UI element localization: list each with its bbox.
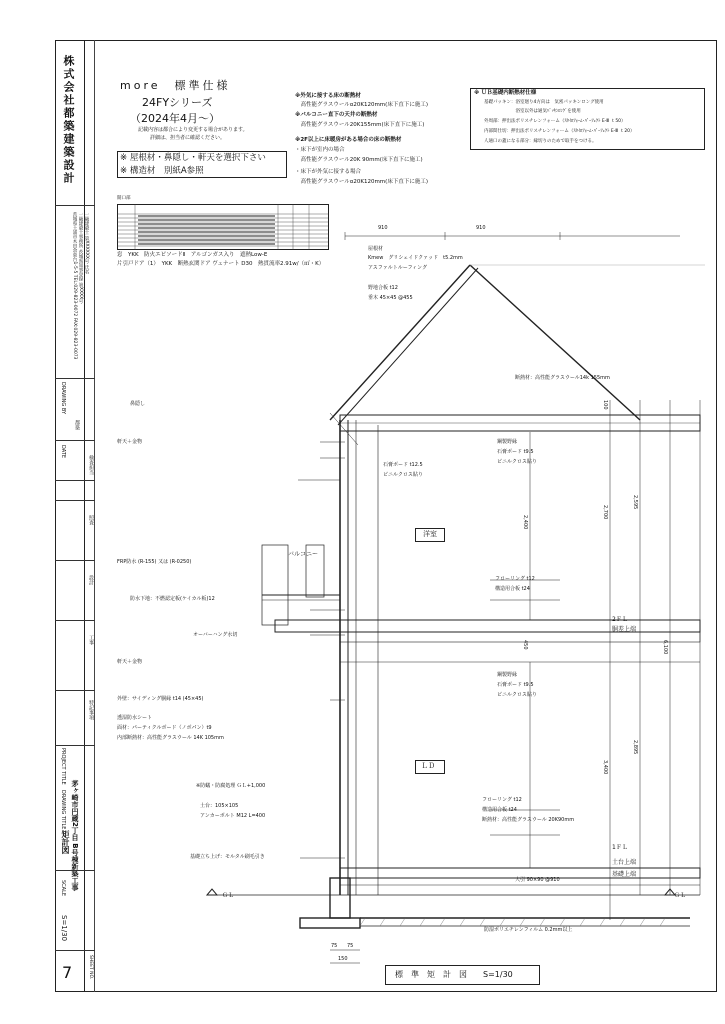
scale-value: S=1/30 <box>60 915 68 942</box>
left-label-9: 面材：パーティクルボード（ノボパン）t9 <box>117 725 212 731</box>
drawing-title-value: 矩計図 <box>61 830 70 854</box>
sheet-value: 7 <box>62 963 73 982</box>
right-label-24: 基礎上端 <box>612 871 637 878</box>
project-value: 茅ヶ崎市円蔵2丁目 B号棟新築工事 <box>71 780 79 891</box>
left-label-3: FRP防水 (R-155) 又は (R-0250) <box>117 559 192 565</box>
company-info-2: 一級建築士事務所 茨城県知事登録 第XXXX号 <box>78 212 83 304</box>
block-label-3: 設計 <box>88 575 94 585</box>
left-label-2: 軒天＋金物 <box>117 439 143 445</box>
right-label-15: 胴差上端 <box>612 626 637 633</box>
right-label-11: ビニルクロス貼り <box>383 472 423 478</box>
spec-title-2: 24FYシリーズ <box>142 96 213 109</box>
dim-2: 910 <box>476 225 486 231</box>
right-label-13: 構造用合板 t24 <box>495 586 530 592</box>
right-label-3: アスファルトルーフィング <box>368 265 427 271</box>
select-note-2: ※ 構造材 別紙A参照 <box>120 166 204 176</box>
right-label-5: 垂木 45×45 @455 <box>368 295 413 301</box>
right-label-19: フローリング t12 <box>482 797 522 803</box>
block-label-1: 検査担当 <box>88 455 94 475</box>
date-label: DATE <box>60 445 66 459</box>
ub-note-5: 内部間仕切：押出法ポリスチレンフォーム（ｽﾀｲﾛﾌｫｰﾑ･ﾊﾟｰﾌｪｸﾄ E-Ⅲ ｔ20） <box>484 129 635 134</box>
right-label-6: 断熱材：高性能グラスウール14k 155mm <box>515 375 610 381</box>
left-label-14: 基礎立ち上げ：モルタル刷毛引き <box>190 854 265 860</box>
left-label-12: 土台：105×105 <box>200 803 239 809</box>
spec-title-3: （2024年4月～） <box>130 112 220 125</box>
spec-note-1: 記載内容は都合により変更する場合があります。 <box>138 127 248 133</box>
right-label-18: ビニルクロス貼り <box>497 692 537 698</box>
dim-13: 150 <box>338 956 348 962</box>
insulation-note-5: ※2F以上に床暖房がある場合の床の断熱材 <box>295 137 402 143</box>
dim-4: 2,700 <box>602 505 608 520</box>
insulation-note-7: 高性能グラスウール20K 90mm(床下直下に施工) <box>295 157 423 163</box>
dim-12: 75 <box>347 943 354 949</box>
right-label-8: 石膏ボード t9.5 <box>497 449 534 455</box>
dim-7: 3,400 <box>602 760 608 775</box>
insulation-note-6: ・床下が室内の場合 <box>295 147 345 153</box>
drawing-title-label: DRAWING TITLE <box>60 790 66 830</box>
insulation-note-1: ※外気に接する床の断熱材 <box>295 93 361 99</box>
block-label-4: 工事 <box>88 635 94 645</box>
dim-1: 910 <box>378 225 388 231</box>
left-label-8: 透湿防水シート <box>117 715 153 721</box>
left-label-4: 防水下地：不燃認定板(ケイカル板)12 <box>130 596 215 602</box>
ub-note-2: 基礎パッキン：浴室廻り4方向は 気密パッキンロング使用 <box>484 100 604 105</box>
left-label-6: 軒天＋金物 <box>117 659 143 665</box>
section-title: 標 準 矩 計 図 S=1/30 <box>395 970 513 979</box>
ub-note-6: 人通口の蓋になる部分：縁切りのためで取手をつける。 <box>484 139 597 144</box>
project-label: PROJECT TITLE <box>60 748 66 785</box>
block-label-5: 特記事項 <box>88 700 94 720</box>
ub-note-4: 外周部：押出法ポリスチレンフォーム（ｽﾀｲﾛﾌｫｰﾑ･ﾊﾟｰﾌｪｸﾄ E-Ⅲ ｔ50） <box>484 119 626 124</box>
company-info-3: 一級建築士 第XXXXXX号 氏名 <box>84 212 89 274</box>
left-label-15: ＧＬ <box>222 892 235 899</box>
insulation-note-9: 高性能グラスウールα20K120mm(床下直下に施工) <box>295 179 428 185</box>
left-label-11: ※防蟻・防腐処理 ＧＬ+1,000 <box>196 783 266 789</box>
ub-note-3: 浴室以外は通気ﾊﾟｯｷﾝﾛﾝｸﾞを使用 <box>484 109 581 114</box>
drawing-by-label: DRAWING BY <box>60 382 66 415</box>
insulation-note-3: ※バルコニー直下の天井の断熱材 <box>295 112 378 118</box>
spec-note-2: 詳細は、担当者に確認ください。 <box>150 135 226 141</box>
drawing-by-value: 都築 <box>74 420 80 430</box>
balcony-label: バルコニー <box>288 551 319 558</box>
right-label-10: 石膏ボード t12.5 <box>383 462 423 468</box>
left-label-7: 外壁：サイディング胴縁 t14 (45×45) <box>117 696 204 702</box>
window-table-title: 開口部 <box>117 196 131 201</box>
right-label-16: 鋼製野縁 <box>497 672 518 678</box>
door-note-1: 窓 YKK 防火エピソードⅡ アルゴンガス入り 遮熱Low-E <box>117 252 268 258</box>
company-name: 株式会社都築建築設計 <box>62 55 75 185</box>
ub-note-1: ※ ＵＢ基礎内断熱材仕様 <box>474 90 537 96</box>
scale-label: SCALE <box>60 880 66 897</box>
dim-11: 75 <box>331 943 338 949</box>
right-label-17: 石膏ボード t9.5 <box>497 682 534 688</box>
right-label-23: 土台上端 <box>612 859 637 866</box>
block-label-2: 照査 <box>88 515 94 525</box>
left-label-5: オーバーハング水切 <box>193 632 238 638</box>
insulation-note-2: 高性能グラスウールα20K120mm(床下直下に施工) <box>295 102 428 108</box>
dim-9: 450 <box>522 640 528 650</box>
left-label-10: 内部断熱材：高性能グラスウール 14K 105mm <box>117 735 224 741</box>
right-label-12: フローリング t12 <box>495 576 535 582</box>
company-info-1: 茨城県土浦市木田余東台1-5-5 TEL:029-823-0072 FAX:029-823-0073 <box>72 212 77 360</box>
dim-10: 100 <box>602 400 608 410</box>
room-upper-label: 洋室 <box>423 530 437 538</box>
dim-5: 2,595 <box>632 495 638 510</box>
right-label-27: ＧＬ <box>674 892 687 899</box>
dim-6: 2,895 <box>632 740 638 755</box>
right-label-14: 2ＦＬ <box>612 616 628 623</box>
right-label-7: 鋼製野縁 <box>497 439 518 445</box>
sheet-label: SHEET NO. <box>88 955 93 980</box>
spec-title-1: more 標準仕様 <box>120 79 231 92</box>
door-note-2: 片引戸ドア（1） YKK 断熱玄関ドア ヴェナート D30 熱貫流率2.91w/（㎡・K） <box>117 261 325 267</box>
dim-3: 2,400 <box>522 515 528 530</box>
right-label-21: 断熱材：高性能グラスウール 20K90mm <box>482 817 575 823</box>
right-label-22: 1ＦＬ <box>612 844 628 851</box>
right-label-26: 防湿ポリエチレンフィルム 0.2mm以上 <box>484 927 573 933</box>
left-label-13: アンカーボルト M12 L=400 <box>200 813 266 819</box>
insulation-note-4: 高性能グラスウール20K155mm(床下直下に施工) <box>295 122 425 128</box>
insulation-note-8: ・床下が外気に接する場合 <box>295 169 362 175</box>
right-label-1: 屋根材 <box>368 246 384 252</box>
room-lower-label: ＬＤ <box>421 762 435 770</box>
dim-8: 6,100 <box>662 640 668 655</box>
right-label-9: ビニルクロス貼り <box>497 459 537 465</box>
right-label-2: Kmew グリシェイドクァッド t5.2mm <box>368 255 463 261</box>
right-label-25: 大引 90×90 @910 <box>515 877 560 883</box>
right-label-4: 野地合板 t12 <box>368 285 398 291</box>
select-note-1: ※ 屋根材・鼻隠し・軒天を選択下さい <box>120 153 266 163</box>
left-label-1: 鼻隠し <box>130 401 146 407</box>
right-label-20: 構造用合板 t24 <box>482 807 517 813</box>
